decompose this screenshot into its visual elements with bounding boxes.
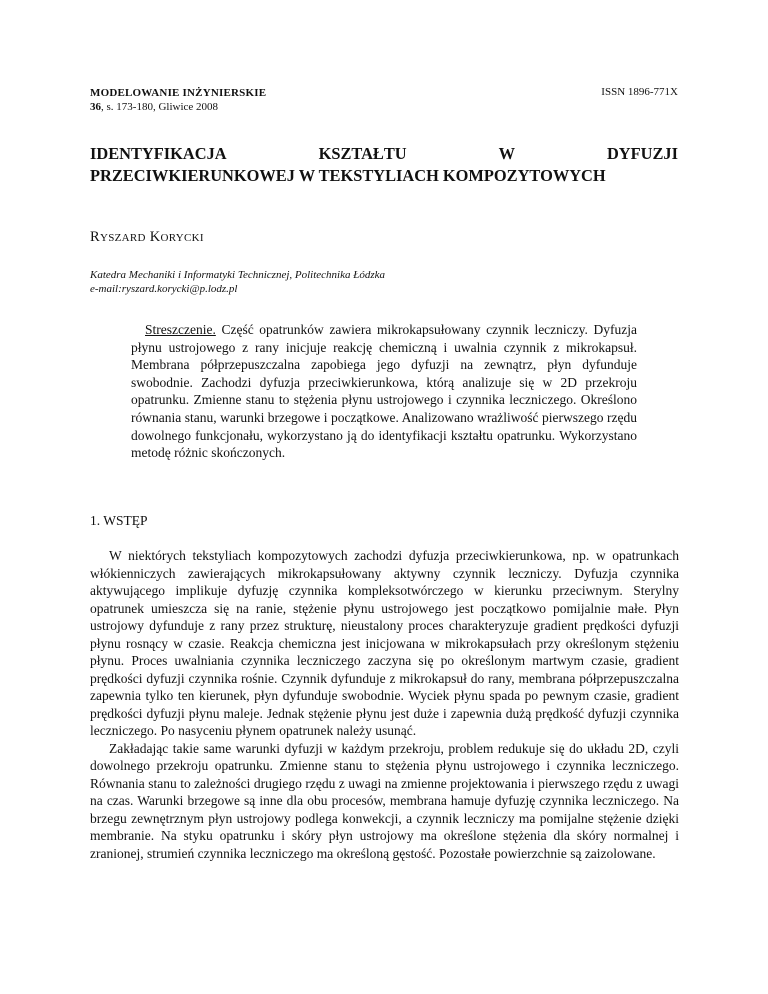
author-last-rest: ORYCKI	[160, 232, 204, 244]
author-last-initial: K	[149, 229, 161, 245]
author-first-rest: YSZARD	[99, 232, 146, 244]
title-line-2: PRZECIWKIERUNKOWEJ W TEKSTYLIACH KOMPOZYTOWYCH	[90, 166, 606, 185]
issn: ISSN 1896-771X	[601, 86, 678, 98]
abstract-label: Streszczenie.	[145, 322, 216, 337]
title-word: DYFUZJI	[606, 144, 678, 163]
title-word: KSZTAŁTU	[318, 144, 407, 163]
author-first-initial: R	[90, 229, 100, 245]
affiliation	[90, 268, 385, 296]
author-email: e-mail:ryszard.korycki@p.lodz.pl	[90, 283, 238, 295]
section-body	[90, 547, 679, 862]
paper-title	[90, 143, 678, 187]
journal-volume: 36	[90, 101, 101, 113]
abstract	[131, 321, 637, 462]
institution: Katedra Mechaniki i Informatyki Technicznej, Politechnika Łódzka	[90, 269, 386, 281]
journal-name: MODELOWANIE INŻYNIERSKIE	[90, 87, 267, 99]
title-line-1	[90, 143, 678, 165]
paragraph: W niektórych tekstyliach kompozytowych zachodzi dyfuzja przeciwkierunkowa, np. w opatrunkach włókienniczych zawierających mikrokapsułowany aktywny czynnik leczniczy. Dyfuzja czynnika aktywującego implikuje dyfuzję czynnika kompleksotwórczego w kierunku przeciwnym. Sterylny opatrunek umieszcza się na ranie, stężenie płynu ustrojowego jest początkowo pomijalnie małe. Płyn ustrojowy dyfunduje z rany przez strukturę, nieustalony proces charakteryzuje gradient prędkości dyfuzji płynu rosnący w czasie. Reakcja chemiczna jest inicjowana w mikrokapsułach przy określonym stężeniu płynu. Proces uwalniania czynnika leczniczego zaczyna się po określonym martwym czasie, gradient prędkości dyfuzji czynnika rośnie. Czynnik dyfunduje z mikrokapsuł do rany, membrana półprzepuszczalna zapewnia tylko ten kierunek, płyn dyfunduje swobodnie. Wyciek płynu spada po pewnym czasie, gradient prędkości dyfuzji płynu maleje. Jednak stężenie płynu jest duże i zapewnia dużą prędkość dyfuzji czynnika leczniczego. Po nasyceniu płynem opatrunek należy usunąć.	[90, 548, 679, 738]
journal-header	[90, 86, 266, 114]
author-name	[90, 229, 204, 246]
journal-pages: , s. 173-180, Gliwice 2008	[101, 101, 219, 113]
title-word: W	[498, 144, 515, 163]
journal-citation	[90, 100, 266, 114]
section-heading: 1. WSTĘP	[90, 513, 148, 528]
abstract-text: Część opatrunków zawiera mikrokapsułowany czynnik leczniczy. Dyfuzja płynu ustrojowego z rany inicjuje reakcję chemiczną i uwalnia czynnik z mikrokapsuł. Membrana półprzepuszczalna zapobiega jego dyfuzji na zewnątrz, płyn dyfunduje swobodnie. Zachodzi dyfuzja przeciwkierunkowa, którą analizuje się w 2D przekroju opatrunku. Zmienne stanu to stężenia płynu ustrojowego i czynnika leczniczego. Określono równania stanu, warunki brzegowe i początkowe. Analizowano wrażliwość pierwszego rzędu dowolnego funkcjonału, wykorzystano ją do identyfikacji kształtu opatrunku. Wykorzystano metodę różnic skończonych.	[131, 322, 637, 461]
title-word: IDENTYFIKACJA	[90, 144, 227, 163]
paragraph: Zakładając takie same warunki dyfuzji w każdym przekroju, problem redukuje się do układu 2D, czyli dowolnego przekroju opatrunku. Zmienne stanu to stężenia płynu ustrojowego i czynnika leczniczego. Równania stanu to zależności drugiego rzędu z uwagi na zmienne projektowania i pierwszego rzędu z uwagi na czas. Warunki brzegowe są inne dla obu procesów, membrana hamuje dyfuzję czynnika leczniczego. Na brzegu zewnętrznym płyn ustrojowy podlega konwekcji, a czynnik leczniczy ma pomijalne stężenie dzięki membranie. Na styku opatrunku i skóry płyn ustrojowy ma określone stężenia dla skóry normalnej i zranionej, strumień czynnika leczniczego ma określoną gęstość. Pozostałe powierzchnie są zaizolowane.	[90, 740, 679, 861]
